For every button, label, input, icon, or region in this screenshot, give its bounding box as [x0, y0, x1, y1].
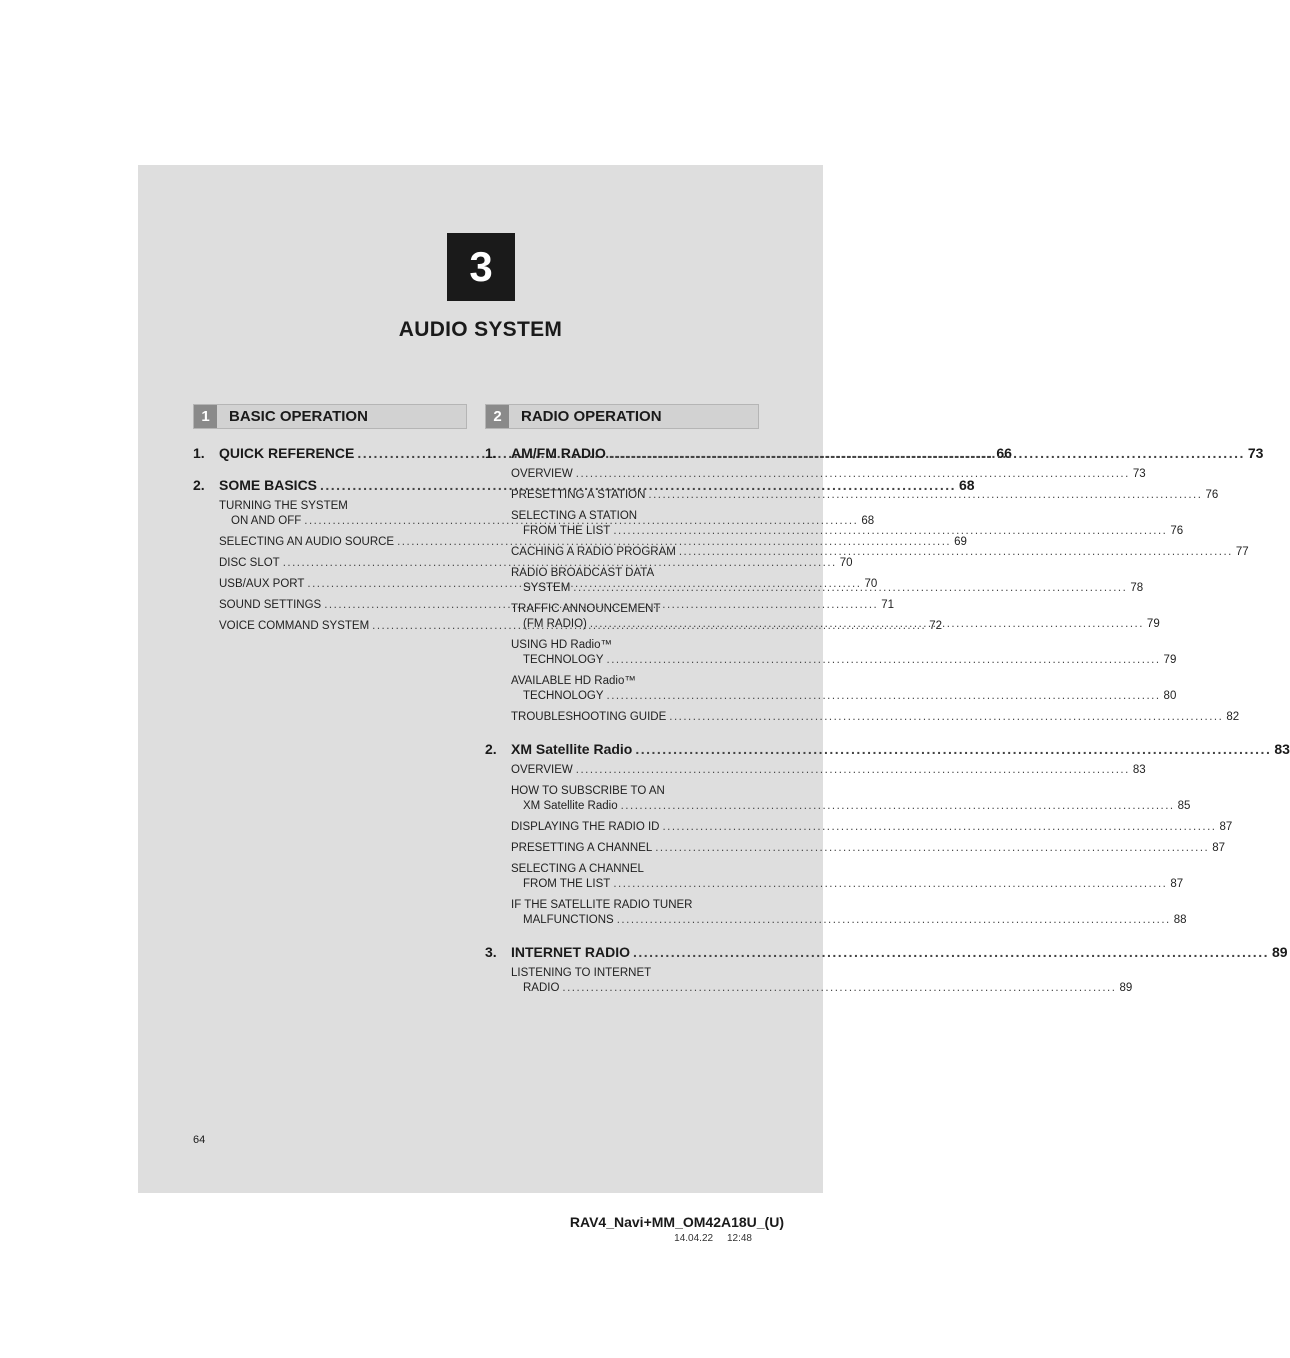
subtopic-line [511, 841, 1226, 856]
subtopic-title: ON AND OFF [231, 515, 302, 527]
subtopic-line [219, 556, 853, 571]
leader-dots [617, 913, 1171, 928]
subtopic-page: 83 [1132, 764, 1146, 776]
subtopic-page: 73 [1132, 468, 1146, 480]
footer-timestamp: 14.04.22 12:48 [674, 1233, 752, 1244]
subtopic-page: 70 [839, 557, 853, 569]
subtopic-title: TECHNOLOGY [523, 654, 604, 666]
subtopic-title: TECHNOLOGY [523, 690, 604, 702]
subtopic-line [511, 524, 1184, 539]
subtopic-title-line1: AVAILABLE HD Radio™ [511, 675, 636, 687]
toc-subtopic[interactable] [511, 862, 1184, 892]
subtopic-title: SOUND SETTINGS [219, 599, 322, 611]
subtopic-line [511, 913, 1187, 928]
subtopic-line [511, 488, 1219, 503]
subtopic-title: PRESETTING A CHANNEL [511, 842, 653, 854]
topic-number: 3. [485, 944, 497, 960]
section-title: RADIO OPERATION [521, 408, 662, 425]
subtopic-page: 82 [1226, 711, 1240, 723]
section-number: 2 [486, 405, 509, 428]
toc-subtopic[interactable] [511, 820, 1233, 835]
subtopic-title-line1: USING HD Radio™ [511, 639, 612, 651]
subtopic-page: 89 [1119, 982, 1133, 994]
topic-title: QUICK REFERENCE [219, 445, 355, 461]
leader-dots [635, 741, 1271, 757]
subtopic-line [511, 877, 1184, 892]
subtopic-title: FROM THE LIST [523, 525, 611, 537]
leader-dots [609, 445, 1245, 461]
topic-line [511, 944, 1288, 960]
subtopic-line [511, 820, 1233, 835]
leader-dots [633, 944, 1269, 960]
subtopic-title: DISPLAYING THE RADIO ID [511, 821, 660, 833]
topic-page: 73 [1247, 445, 1264, 461]
subtopic-title: SELECTING AN AUDIO SOURCE [219, 536, 395, 548]
subtopic-title: FROM THE LIST [523, 878, 611, 890]
footer-document-id: RAV4_Navi+MM_OM42A18U_(U) [569, 1214, 784, 1230]
subtopic-page: 79 [1163, 654, 1177, 666]
topic-title: SOME BASICS [219, 477, 318, 493]
subtopic-title: OVERVIEW [511, 468, 573, 480]
toc-topic[interactable] [485, 944, 1288, 960]
toc-subtopic[interactable] [511, 638, 1177, 668]
toc-subtopic[interactable] [511, 784, 1191, 814]
leader-dots [662, 820, 1216, 835]
subtopic-line [219, 535, 967, 550]
subtopic-page: 70 [864, 578, 878, 590]
subtopic-title: XM Satellite Radio [523, 800, 618, 812]
topic-page: 66 [996, 445, 1012, 461]
toc-subtopic[interactable] [511, 488, 1219, 503]
subtopic-title: OVERVIEW [511, 764, 573, 776]
topic-page: 89 [1271, 944, 1288, 960]
section-number: 1 [194, 405, 217, 428]
leader-dots [607, 689, 1161, 704]
topic-title: INTERNET RADIO [511, 944, 630, 960]
leader-dots [679, 545, 1233, 560]
toc-topic[interactable] [193, 477, 975, 493]
subtopic-page: 78 [1130, 582, 1144, 594]
subtopic-title: TROUBLESHOOTING GUIDE [511, 711, 667, 723]
subtopic-line [511, 710, 1240, 725]
subtopic-page: 69 [954, 536, 967, 548]
subtopic-page: 87 [1170, 878, 1184, 890]
subtopic-line [511, 653, 1177, 668]
section-title: BASIC OPERATION [229, 408, 368, 425]
subtopic-list [511, 966, 1133, 996]
subtopic-line [511, 545, 1249, 560]
topic-number: 1. [485, 445, 497, 461]
leader-dots [573, 581, 1127, 596]
toc-subtopic[interactable] [511, 710, 1240, 725]
subtopic-page: 88 [1173, 914, 1187, 926]
toc-subtopic[interactable] [511, 545, 1249, 560]
subtopic-page: 76 [1170, 525, 1184, 537]
section-header [193, 404, 467, 429]
topic-number: 2. [193, 477, 205, 493]
chapter-number-badge: 3 [447, 233, 515, 301]
leader-dots [613, 877, 1167, 892]
subtopic-title: SYSTEM [523, 582, 571, 594]
topic-title: XM Satellite Radio [511, 741, 633, 757]
toc-subtopic[interactable] [511, 674, 1177, 704]
subtopic-title: USB/AUX PORT [219, 578, 305, 590]
subtopic-page: 71 [881, 599, 895, 611]
subtopic-title: PRESETTING A STATION [511, 489, 646, 501]
topic-page: 83 [1274, 741, 1290, 757]
leader-dots [576, 467, 1130, 482]
leader-dots [590, 617, 1144, 632]
subtopic-line [511, 981, 1133, 996]
leader-dots [655, 841, 1209, 856]
toc-topic[interactable] [485, 741, 1290, 757]
subtopic-page: 79 [1146, 618, 1160, 630]
leader-dots [576, 763, 1130, 778]
subtopic-page: 87 [1219, 821, 1233, 833]
leader-dots [648, 488, 1202, 503]
subtopic-page: 68 [861, 515, 875, 527]
subtopic-title: (FM RADIO) [523, 618, 587, 630]
subtopic-page: 76 [1205, 489, 1219, 501]
page-number: 64 [193, 1134, 206, 1146]
topic-number: 2. [485, 741, 497, 757]
subtopic-title: VOICE COMMAND SYSTEM [219, 620, 370, 632]
subtopic-line [511, 689, 1177, 704]
toc-subtopic[interactable] [511, 763, 1146, 778]
subtopic-title-line1: SELECTING A STATION [511, 510, 638, 522]
leader-dots [613, 524, 1167, 539]
subtopic-line [511, 763, 1146, 778]
topic-number: 1. [193, 445, 205, 461]
subtopic-title-line1: TRAFFIC ANNOUNCEMENT [511, 603, 661, 615]
toc-subtopic[interactable] [511, 966, 1133, 996]
topic-title: AM/FM RADIO [511, 445, 606, 461]
topic-page: 68 [959, 477, 975, 493]
leader-dots [621, 799, 1175, 814]
topic-line [511, 445, 1263, 461]
toc-subtopic[interactable] [511, 898, 1187, 928]
subtopic-page: 85 [1177, 800, 1191, 812]
subtopic-title-line1: LISTENING TO INTERNET [511, 967, 652, 979]
toc-subtopic[interactable] [511, 467, 1146, 482]
subtopic-title: DISC SLOT [219, 557, 280, 569]
subtopic-page: 77 [1235, 546, 1249, 558]
subtopic-page: 72 [929, 620, 942, 632]
leader-dots [669, 710, 1223, 725]
subtopic-title: MALFUNCTIONS [523, 914, 614, 926]
topic-line [511, 741, 1290, 757]
toc-subtopic[interactable] [511, 841, 1226, 856]
toc-subtopic[interactable] [219, 556, 853, 571]
subtopic-list [511, 763, 1233, 928]
subtopic-title-line1: IF THE SATELLITE RADIO TUNER [511, 899, 693, 911]
subtopic-title-line1: TURNING THE SYSTEM [219, 500, 348, 512]
subtopic-page: 80 [1163, 690, 1177, 702]
subtopic-line [511, 799, 1191, 814]
toc-subtopic[interactable] [219, 535, 967, 550]
subtopic-title: CACHING A RADIO PROGRAM [511, 546, 676, 558]
leader-dots [607, 653, 1161, 668]
leader-dots [562, 981, 1116, 996]
subtopic-title: RADIO [523, 982, 560, 994]
subtopic-title-line1: HOW TO SUBSCRIBE TO AN [511, 785, 665, 797]
subtopic-title-line1: SELECTING A CHANNEL [511, 863, 644, 875]
subtopic-page: 87 [1212, 842, 1226, 854]
subtopic-title-line1: RADIO BROADCAST DATA [511, 567, 655, 579]
subtopic-line [511, 467, 1146, 482]
chapter-title: AUDIO SYSTEM [398, 318, 563, 341]
section-header [485, 404, 759, 429]
